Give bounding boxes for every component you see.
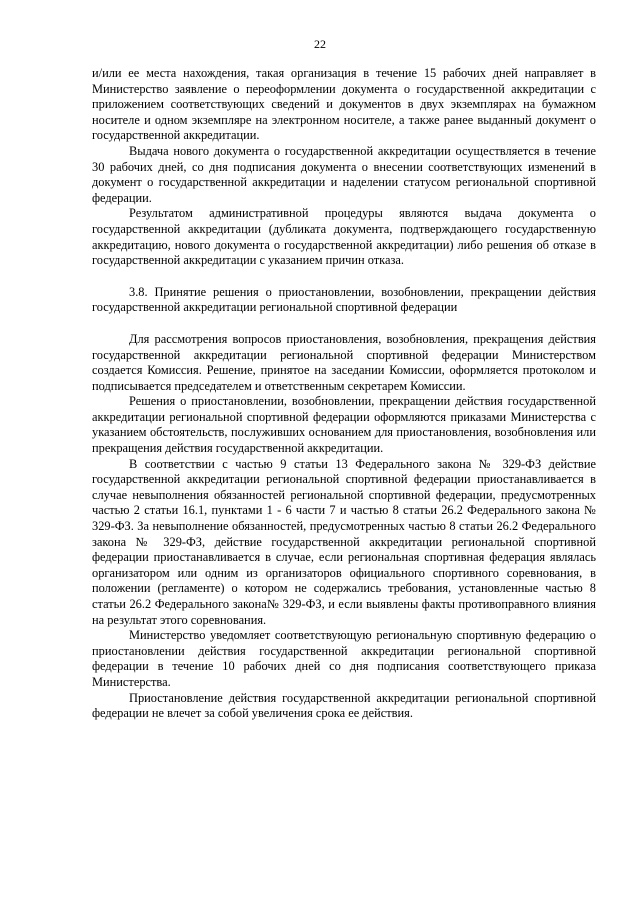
paragraph-law-329: В соответствии с частью 9 статьи 13 Федерального закона № 329-ФЗ действие государственной аккредитации региональной спортивной федерации приостанавливается в случае невыполнения обязанностей региональной спортивной федерации, предусмотренных частью 2 статьи 16.1, пунктами 1 - 6 части 7 и частью 8 статьи 26.2 Федерального закона № 329-ФЗ. За невыполнение обязанностей, предусмотренных частью 8 статьи 26.2 Федерального закона № 329-ФЗ, действие государственной аккредитации региональной спортивной федерации приостанавливается в случае, если региональная спортивная федерация являлась организатором или одним из организаторов официального спортивного соревнования, в положении (регламенте) о котором не содержались требования, установленные частью 8 статьи 26.2 Федерального закона№ 329-ФЗ, и если выявлены факты противоправного влияния на результат этого соревнования. xyxy=(92,456,596,627)
paragraph-notification: Министерство уведомляет соответствующую региональную спортивную федерацию о приостановлении действия государственной аккредитации региональной спортивной федерации в течение 10 рабочих дней со дня подписания соответствующего приказа Министерства. xyxy=(92,628,596,689)
section-heading-3-8: 3.8. Принятие решения о приостановлении, возобновлении, прекращении действия государственной аккредитации региональной спортивной федерации xyxy=(92,284,596,315)
paragraph-procedure-result: Результатом административной процедуры являются выдача документа о государственной аккредитации (дубликата документа, подтверждающего государственную аккредитацию, нового документа о государственной аккредитации) либо решения об отказе в государственной аккредитации с указанием причин отказа. xyxy=(92,206,596,268)
paragraph-commission: Для рассмотрения вопросов приостановления, возобновления, прекращения действия государственной аккредитации региональной спортивной федерации Министерством создается Комиссия. Решение, принятое на заседании Комиссии, оформляется протоколом и подписывается председателем и ответственным секретарем Комиссии. xyxy=(92,331,596,393)
paragraph-new-document-issuance: Выдача нового документа о государственной аккредитации осуществляется в течение 30 рабочих дней, со дня подписания документа о внесении соответствующих изменений в документ о государственной аккредитации и наделении статусом региональной спортивной федерации. xyxy=(92,143,596,205)
paragraph-decisions: Решения о приостановлении, возобновлении, прекращении действия государственной аккредитации региональной спортивной федерации оформляются приказами Министерства с указанием обстоятельств, послуживших основанием для приостановления, возобновления или прекращения действия государственной аккредитации. xyxy=(92,394,596,456)
page-number: 22 xyxy=(314,37,326,51)
paragraph-continuation: и/или ее места нахождения, такая организация в течение 15 рабочих дней направляет в Министерство заявление о переоформлении документа о государственной аккредитации с приложением соответствующих сведений и документов в двух экземплярах на бумажном носителе и одном экземпляре на электронном носителе, а также ранее выданный документ о государственной аккредитации. xyxy=(92,66,596,143)
paragraph-suspension-term: Приостановление действия государственной аккредитации региональной спортивной федерации не влечет за собой увеличения срока ее действия. xyxy=(92,690,596,721)
document-body xyxy=(92,66,596,722)
